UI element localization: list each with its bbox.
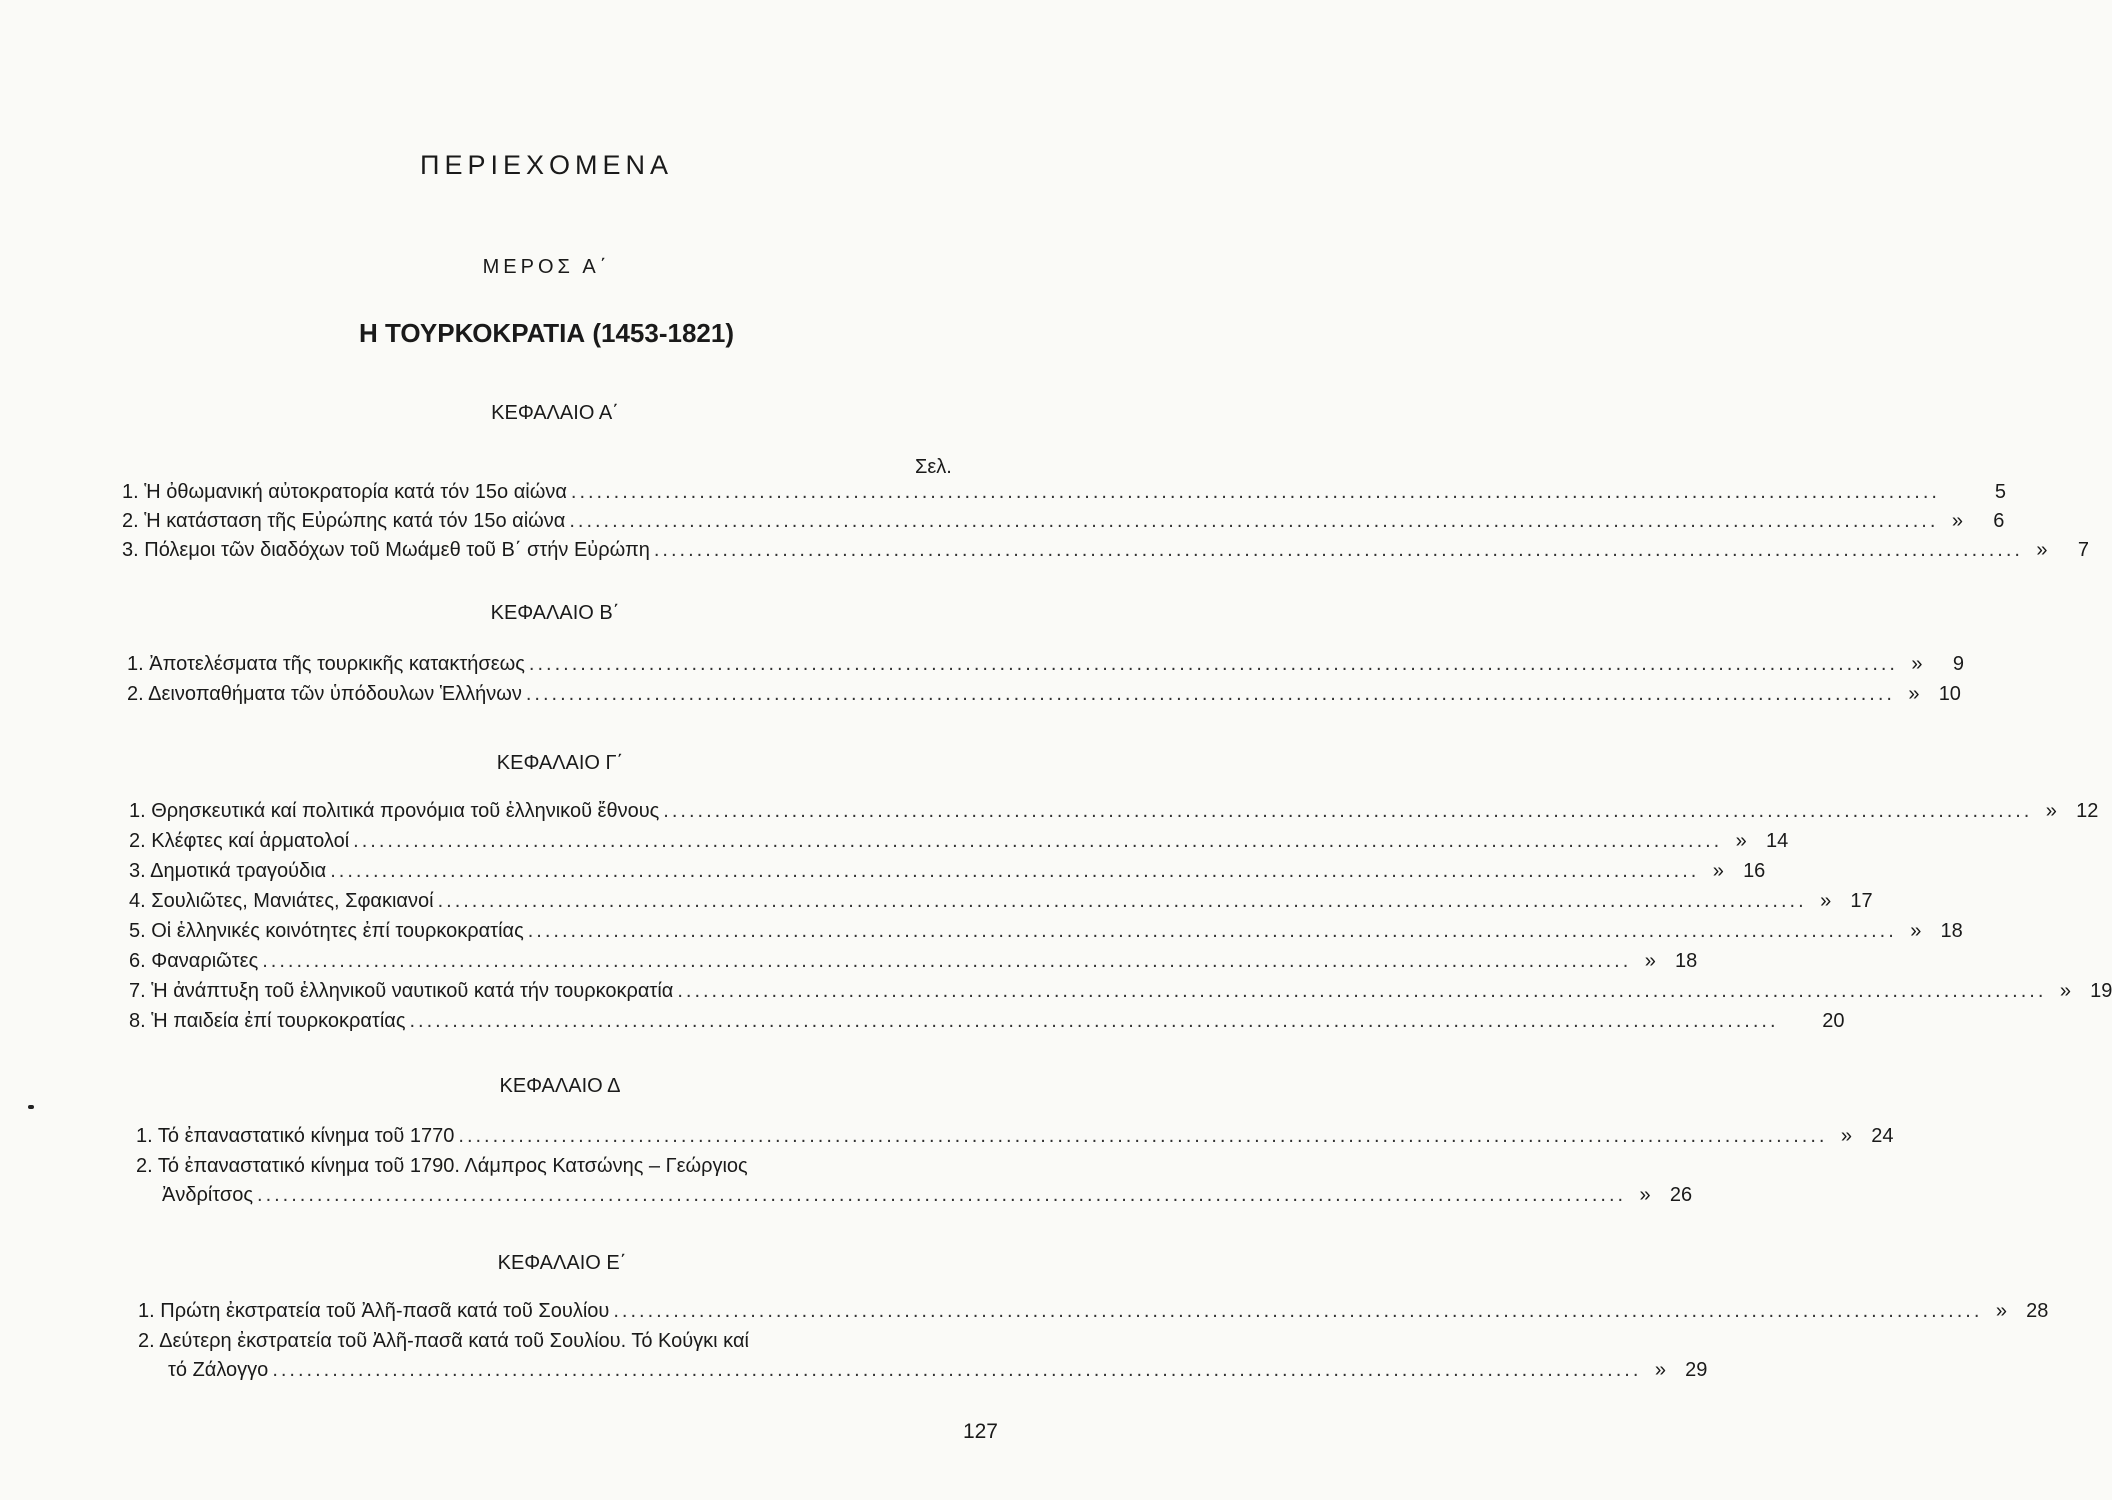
page-number: 14 [1765,830,1789,852]
page-number: 24 [1871,1125,1894,1147]
toc-entry[interactable]: 3. Πόλεμοι τῶν διαδόχων τοῦ Μωάμεθ τοῦ Β΄ στήν Εὐρώπη ................................................................................................................................................................ » 7 [122,536,987,564]
toc-entry[interactable]: 1. Πρώτη ἐκστρατεία τοῦ Ἀλῆ-πασᾶ κατά τοῦ Σουλίου ................................................................................................................................................................ » 28 [138,1297,1000,1325]
page-number: 19 [2090,980,2112,1002]
page-number: 20 [1822,1010,1845,1032]
page-number: 17 [1850,890,1873,912]
chapter-e-title: ΚΕΦΑΛΑΙΟ Ε΄ [497,1252,627,1274]
toc-entry[interactable]: 1. Θρησκευτικά καί πολιτικά προνόμια τοῦ ἑλληνικοῦ ἔθνους ................................................................................................................................................................ » 12 [129,797,991,825]
page-number: 28 [2026,1300,2049,1322]
page-title: ΠΕΡΙΕΧΟΜΕΝΑ [419,150,674,180]
main-heading: Η ΤΟΥΡΚΟΚΡΑΤΙΑ (1453-1821) [359,318,734,348]
toc-entry[interactable]: 2. Τό ἐπαναστατικό κίνημα τοῦ 1790. Λάμπρος Κατσώνης – Γεώργιος Ἀνδρίτσος ................................................................................................................................................................ » 26 [136,1152,998,1210]
page-column-label: Σελ. [915,456,952,478]
toc-entry[interactable]: 1. Ἡ ὀθωμανική αὐτοκρατορία κατά τόν 15ο αἰώνα ................................................................................................................................................................ 5 [122,478,987,506]
toc-entry[interactable]: 1. Τό ἐπαναστατικό κίνημα τοῦ 1770 ................................................................................................................................................................ » 24 [136,1122,998,1150]
page-number: 10 [1938,683,1961,705]
page-number: 16 [1743,860,1766,882]
page-number: 29 [1685,1359,1708,1381]
page-number: 6 [1993,510,2005,532]
page-number: 26 [1669,1184,1693,1206]
toc-entry[interactable]: 2. Ἡ κατάσταση τῆς Εὐρώπης κατά τόν 15ο αἰώνα ................................................................................................................................................................ » 6 [122,507,987,535]
page-number: 9 [1952,653,1964,675]
chapter-a-title: ΚΕΦΑΛΑΙΟ Α΄ [491,402,619,424]
chapter-c-title: ΚΕΦΑΛΑΙΟ Γ΄ [496,752,624,774]
toc-entry[interactable]: 6. Φαναριῶτες ................................................................................................................................................................ » 18 [129,947,991,975]
toc-entry[interactable]: 2. Κλέφτες καί ἁρματολοί ................................................................................................................................................................ » 14 [129,827,991,855]
toc-entry[interactable]: 3. Δημοτικά τραγούδια ................................................................................................................................................................ » 16 [129,857,991,885]
toc-entry[interactable]: 2. Δεινοπαθήματα τῶν ὑπόδουλων Ἑλλήνων ................................................................................................................................................................ » 10 [127,680,987,708]
page-number: 12 [2076,800,2099,822]
page-number: 18 [1675,950,1698,972]
page-number: 18 [1940,920,1963,942]
page-number: 5 [1994,481,2006,503]
toc-entry[interactable]: 5. Οἱ ἑλληνικές κοινότητες ἐπί τουρκοκρατίας ................................................................................................................................................................ » 18 [129,917,991,945]
stray-mark [28,1105,34,1109]
toc-entry[interactable]: 4. Σουλιῶτες, Μανιάτες, Σφακιανοί ................................................................................................................................................................ » 17 [129,887,991,915]
toc-entry[interactable]: 8. Ἡ παιδεία ἐπί τουρκοκρατίας ................................................................................................................................................................ 20 [129,1007,991,1035]
toc-entry[interactable]: 1. Ἀποτελέσματα τῆς τουρκικῆς κατακτήσεως ................................................................................................................................................................ » 9 [127,650,987,678]
page-folio: 127 [962,1420,998,1443]
chapter-d-title: ΚΕΦΑΛΑΙΟ Δ [499,1075,621,1097]
toc-entry[interactable]: 2. Δεύτερη ἐκστρατεία τοῦ Ἀλῆ-πασᾶ κατά τοῦ Σουλίου. Τό Κούγκι καί τό Ζάλογγο ................................................................................................................................................................ » 29 [138,1327,1000,1385]
chapter-b-title: ΚΕΦΑΛΑΙΟ Β΄ [490,602,620,624]
toc-entry[interactable]: 7. Ἡ ἀνάπτυξη τοῦ ἑλληνικοῦ ναυτικοῦ κατά τήν τουρκοκρατία ................................................................................................................................................................ » 19 [129,977,991,1005]
page-number: 7 [2077,539,2089,561]
part-heading: ΜΕΡΟΣ Α΄ [482,256,611,278]
